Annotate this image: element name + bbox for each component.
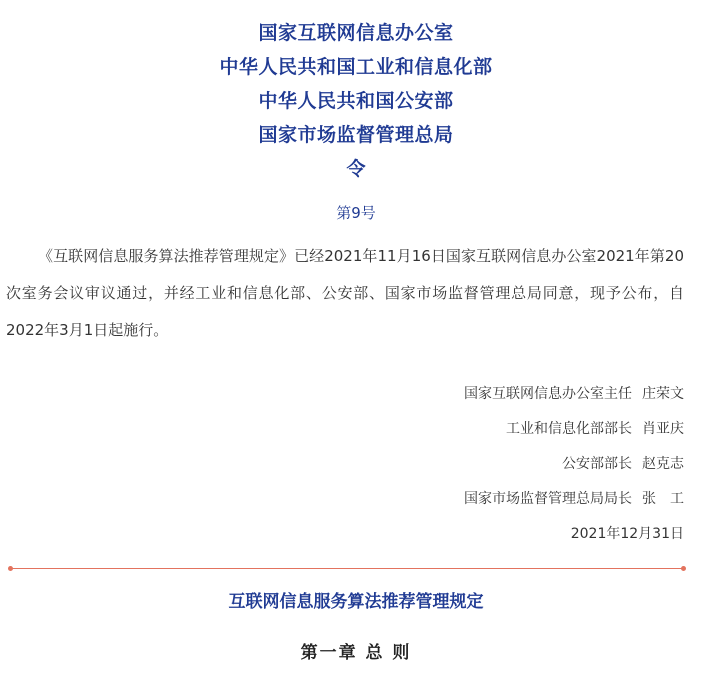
signatory-name: 张 工 bbox=[642, 491, 684, 507]
signatory-name: 赵克志 bbox=[642, 456, 684, 472]
issuing-agency-samr: 国家市场监督管理总局 bbox=[258, 124, 454, 146]
signature-row bbox=[0, 447, 684, 482]
issuing-agency-miit: 中华人民共和国工业和信息化部 bbox=[219, 56, 493, 78]
signature-row bbox=[0, 482, 684, 517]
signature-row bbox=[0, 377, 684, 412]
regulation-title: 互联网信息服务算法推荐管理规定 bbox=[228, 592, 484, 612]
signature-block bbox=[0, 377, 684, 517]
signatory-name: 庄荣文 bbox=[642, 386, 684, 402]
announcement-paragraph: 《互联网信息服务算法推荐管理规定》已经2021年11月16日国家互联网信息办公室2021年第20次室务会议审议通过，并经工业和信息化部、公安部、国家市场监督管理总局同意，现予公布，自2022年3月1日起施行。 bbox=[6, 247, 684, 339]
chapter-title: 第一章 总 则 bbox=[300, 643, 412, 663]
issuing-agency-cac: 国家互联网信息办公室 bbox=[258, 22, 454, 44]
issue-date: 2021年12月31日 bbox=[570, 526, 684, 542]
order-number: 第9号 bbox=[336, 204, 376, 222]
signature-row bbox=[0, 412, 684, 447]
section-divider bbox=[8, 566, 686, 572]
document-header bbox=[0, 16, 712, 224]
order-word: 令 bbox=[346, 158, 366, 180]
divider-dot-right bbox=[681, 566, 686, 571]
issuing-agency-mps: 中华人民共和国公安部 bbox=[258, 90, 454, 112]
signatory-title: 国家市场监督管理总局局长 bbox=[464, 491, 632, 507]
divider-dot-left bbox=[8, 566, 13, 571]
divider-line bbox=[11, 568, 683, 569]
signatory-title: 国家互联网信息办公室主任 bbox=[464, 386, 632, 402]
signatory-name: 肖亚庆 bbox=[642, 421, 684, 437]
signatory-title: 工业和信息化部部长 bbox=[506, 421, 632, 437]
signatory-title: 公安部部长 bbox=[562, 456, 632, 472]
